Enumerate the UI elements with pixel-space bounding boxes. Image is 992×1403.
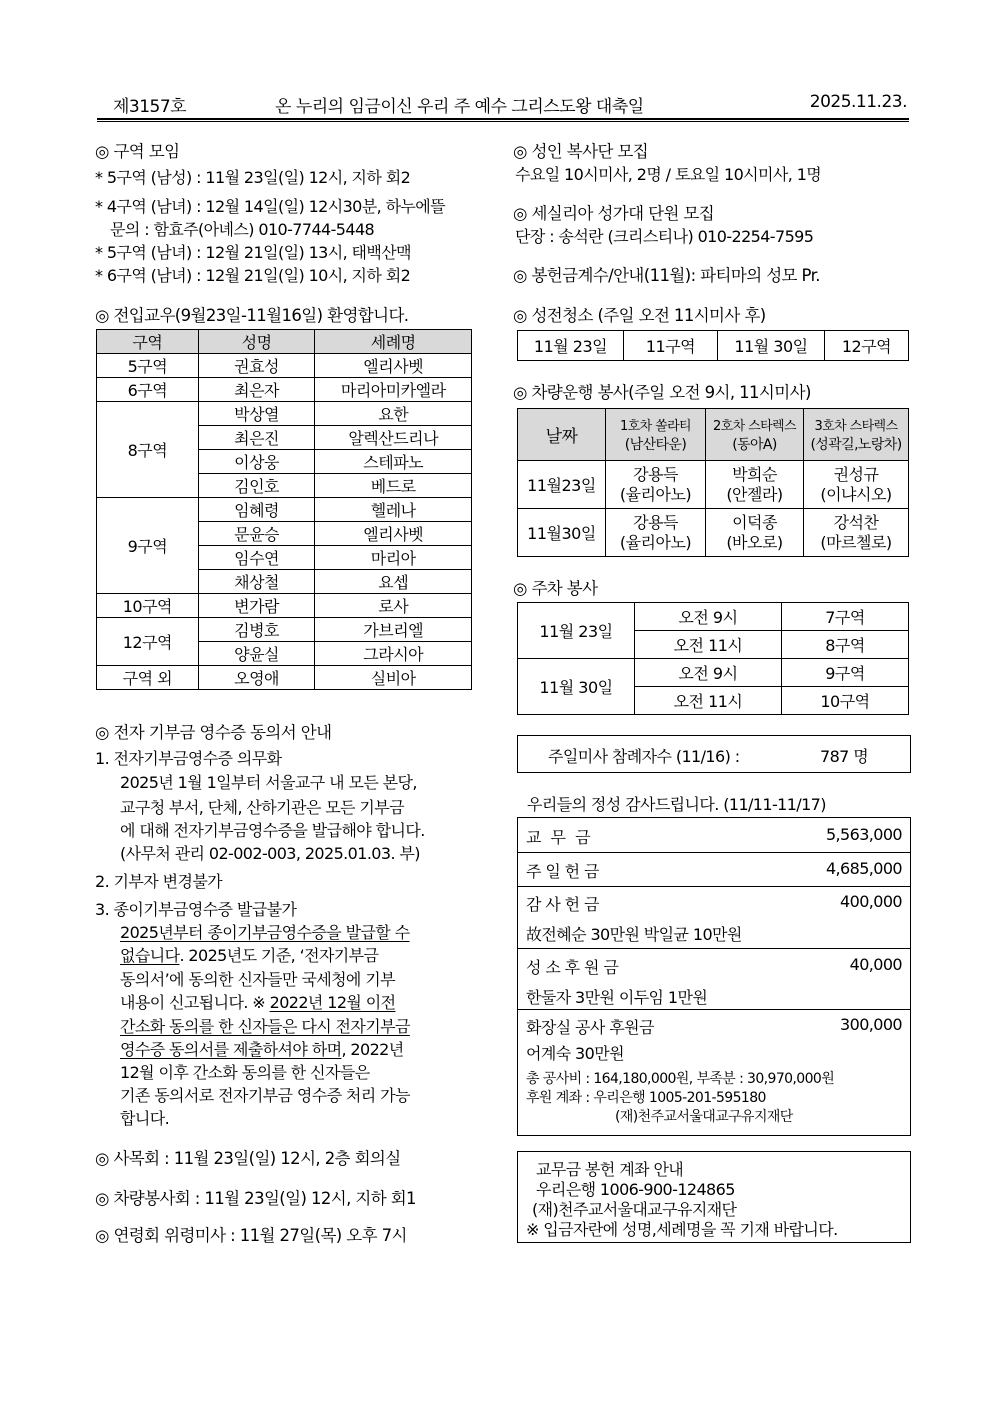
driver-cell bbox=[706, 461, 804, 509]
offering-row bbox=[518, 818, 910, 853]
time-cell: 오전 11시 bbox=[635, 631, 782, 659]
baptismal-name-cell: 로사 bbox=[315, 594, 472, 618]
list-item: * 4구역 (남녀) : 12월 14일(일) 12시30분, 하누에뜰 bbox=[95, 197, 445, 216]
offering-amount: 4,685,000 bbox=[825, 859, 902, 878]
baptismal-name-cell: 헬레나 bbox=[315, 498, 472, 522]
district-cell: 9구역 bbox=[97, 498, 199, 594]
driver-baptismal-name: (율리아노) bbox=[619, 484, 692, 504]
driver-cell bbox=[804, 509, 909, 557]
date-cell: 11월 23일 bbox=[518, 603, 635, 659]
offering-row bbox=[518, 1010, 910, 1135]
text-line: (사무처 관리 02-002-003, 2025.01.03. 부) bbox=[120, 844, 420, 863]
driver-name: 강용득 bbox=[633, 512, 678, 532]
text-line: 2025년부터 종이기부금영수증을 발급할 수 bbox=[120, 923, 410, 942]
driver-baptismal-name: (안젤라) bbox=[726, 484, 783, 504]
name-cell: 김병호 bbox=[198, 618, 315, 642]
time-cell: 오전 11시 bbox=[635, 687, 782, 715]
time-cell: 오전 9시 bbox=[635, 603, 782, 631]
district-cell: 10구역 bbox=[782, 687, 909, 715]
notice-requiem-mass: ◎ 연령회 위령미사 : 11월 27일(목) 오후 7시 bbox=[95, 1226, 407, 1245]
dues-bank-account: 우리은행 1006-900-124865 bbox=[536, 1180, 735, 1199]
baptismal-name-cell: 가브리엘 bbox=[315, 618, 472, 642]
header-line: 2호차 스타렉스 bbox=[713, 419, 796, 434]
cleaning-table bbox=[517, 330, 909, 361]
column-header: 날짜 bbox=[518, 409, 606, 461]
table-cell: 11월 23일 bbox=[518, 331, 624, 361]
list-item: 문의 : 함효주(아녜스) 010-7744-5448 bbox=[110, 220, 375, 239]
item-title: 2. 기부자 변경불가 bbox=[95, 872, 223, 891]
text-line: 에 대해 전자기부금영수증을 발급해야 합니다. bbox=[120, 821, 425, 840]
column-header: 세례명 bbox=[315, 330, 472, 354]
table-row bbox=[518, 509, 909, 557]
table-row bbox=[97, 618, 472, 642]
date-cell: 11월23일 bbox=[518, 461, 606, 509]
section-heading: ◎ 전자 기부금 영수증 동의서 안내 bbox=[95, 723, 332, 742]
date-cell: 11월 30일 bbox=[518, 659, 635, 715]
section-heading: ◎ 세실리아 성가대 단원 모집 bbox=[513, 204, 715, 223]
offering-amount: 40,000 bbox=[849, 955, 902, 974]
name-cell: 최은자 bbox=[198, 378, 315, 402]
bulletin-header bbox=[97, 88, 909, 118]
list-item: * 5구역 (남녀) : 12월 21일(일) 13시, 태백산맥 bbox=[95, 243, 411, 262]
table-row bbox=[97, 498, 472, 522]
offering-label: 감 사 헌 금 bbox=[526, 895, 599, 914]
offering-label: 주 일 헌 금 bbox=[526, 862, 599, 881]
dues-title: 교무금 봉헌 계좌 안내 bbox=[536, 1160, 684, 1179]
name-cell: 박상열 bbox=[198, 402, 315, 426]
driver-name: 이덕종 bbox=[732, 512, 777, 532]
driver-cell bbox=[706, 509, 804, 557]
header-line: (성곽길,노랑차) bbox=[810, 437, 902, 453]
driver-baptismal-name: (율리아노) bbox=[619, 532, 692, 552]
column-header bbox=[804, 409, 909, 461]
baptismal-name-cell: 마리아미카엘라 bbox=[315, 378, 472, 402]
dues-account-box bbox=[517, 1151, 911, 1243]
construction-total: 총 공사비 : 164,180,000원, 부족분 : 30,970,000원 bbox=[526, 1071, 835, 1087]
newcomers-table bbox=[96, 329, 472, 690]
table-row bbox=[518, 659, 909, 687]
attendance-value: 787 명 bbox=[820, 747, 869, 766]
attendance-box bbox=[517, 735, 911, 773]
offering-row bbox=[518, 949, 910, 1010]
text-line bbox=[120, 990, 395, 1013]
driver-cell bbox=[804, 461, 909, 509]
section-heading: ◎ 전입교우(9월23일-11월16일) 환영합니다. bbox=[95, 306, 409, 325]
table-row bbox=[97, 402, 472, 426]
construction-account: 후원 계좌 : 우리은행 1005-201-595180 bbox=[526, 1090, 766, 1106]
offering-row bbox=[518, 853, 910, 887]
table-row bbox=[97, 378, 472, 402]
offerings-heading: 우리들의 정성 감사드립니다. (11/11-11/17) bbox=[527, 795, 826, 814]
district-cell: 12구역 bbox=[97, 618, 199, 666]
baptismal-name-cell: 엘리사벳 bbox=[315, 522, 472, 546]
offering-detail: 어계숙 30만원 bbox=[526, 1044, 624, 1063]
name-cell: 오영애 bbox=[198, 666, 315, 690]
notice-pastoral-council: ◎ 사목회 : 11월 23일(일) 12시, 2층 회의실 bbox=[95, 1149, 401, 1168]
district-cell: 8구역 bbox=[782, 631, 909, 659]
driver-baptismal-name: (이냐시오) bbox=[820, 484, 892, 504]
driver-cell bbox=[606, 509, 706, 557]
table-row bbox=[97, 666, 472, 690]
district-cell: 8구역 bbox=[97, 402, 199, 498]
text-span: . 2025년도 기준, ‘전자기부금 bbox=[179, 946, 379, 965]
header-rule bbox=[97, 118, 909, 122]
baptismal-name-cell: 마리아 bbox=[315, 546, 472, 570]
header-line: (동아A) bbox=[732, 437, 777, 453]
baptismal-name-cell: 엘리사벳 bbox=[315, 354, 472, 378]
section-heading: ◎ 차량운행 봉사(주일 오전 9시, 11시미사) bbox=[513, 383, 811, 402]
offering-row bbox=[518, 887, 910, 949]
offering-detail: 한둘자 3만원 이두임 1만원 bbox=[526, 988, 708, 1007]
baptismal-name-cell: 알렉산드리나 bbox=[315, 426, 472, 450]
driver-baptismal-name: (마르첼로) bbox=[820, 532, 892, 552]
table-row bbox=[97, 594, 472, 618]
section-heading: ◎ 성전청소 (주일 오전 11시미사 후) bbox=[513, 306, 766, 325]
district-cell: 10구역 bbox=[97, 594, 199, 618]
text-line: 수요일 10시미사, 2명 / 토요일 10시미사, 1명 bbox=[515, 165, 822, 184]
dues-note: ※ 입금자란에 성명,세례명을 꼭 기재 바랍니다. bbox=[526, 1220, 838, 1239]
name-cell: 채상철 bbox=[198, 570, 315, 594]
district-cell: 5구역 bbox=[97, 354, 199, 378]
header-line: (남산타운) bbox=[624, 437, 687, 453]
column-header bbox=[606, 409, 706, 461]
name-cell: 임수연 bbox=[198, 546, 315, 570]
baptismal-name-cell: 그라시아 bbox=[315, 642, 472, 666]
text-span: 내용이 신고됩니다. ※ bbox=[120, 993, 270, 1012]
text-line: 단장 : 송석란 (크리스티나) 010-2254-7595 bbox=[515, 227, 814, 246]
text-line: 12월 이후 간소화 동의를 한 신자들은 bbox=[120, 1063, 370, 1082]
offering-amount: 400,000 bbox=[840, 892, 902, 911]
column-header bbox=[706, 409, 804, 461]
driver-name: 강석찬 bbox=[833, 512, 879, 532]
table-row bbox=[518, 461, 909, 509]
driver-cell bbox=[606, 461, 706, 509]
name-cell: 변가람 bbox=[198, 594, 315, 618]
text-line: 기존 동의서로 전자기부금 영수증 처리 가능 bbox=[120, 1086, 410, 1105]
construction-account-holder: (재)천주교서울대교구유지재단 bbox=[615, 1109, 793, 1125]
table-cell: 12구역 bbox=[825, 331, 909, 361]
text-span: , 2022년 bbox=[341, 1040, 404, 1059]
baptismal-name-cell: 베드로 bbox=[315, 474, 472, 498]
baptismal-name-cell: 스테파노 bbox=[315, 450, 472, 474]
text-line: 동의서’에 동의한 신자들만 국세청에 기부 bbox=[120, 970, 395, 989]
underlined-text: 2022년 12월 이전 bbox=[269, 993, 396, 1012]
name-cell: 김인호 bbox=[198, 474, 315, 498]
driver-name: 박희순 bbox=[732, 464, 777, 484]
district-cell: 7구역 bbox=[782, 603, 909, 631]
section-heading: ◎ 구역 모임 bbox=[95, 142, 180, 161]
text-line bbox=[120, 943, 378, 966]
text-line bbox=[120, 1037, 404, 1060]
issue-number: 제3157호 bbox=[113, 97, 187, 117]
column-header: 성명 bbox=[198, 330, 315, 354]
name-cell: 이상웅 bbox=[198, 450, 315, 474]
section-heading: ◎ 성인 복사단 모집 bbox=[513, 142, 649, 161]
shuttle-table bbox=[517, 408, 909, 557]
feast-title: 온 누리의 임금이신 우리 주 예수 그리스도왕 대축일 bbox=[275, 97, 644, 117]
table-cell: 11구역 bbox=[624, 331, 718, 361]
header-line: 1호차 쏠라티 bbox=[620, 419, 691, 434]
name-cell: 문윤승 bbox=[198, 522, 315, 546]
district-cell: 구역 외 bbox=[97, 666, 199, 690]
notice-vehicle-service: ◎ 차량봉사회 : 11월 23일(일) 12시, 지하 회1 bbox=[95, 1189, 416, 1208]
dues-account-holder: (재)천주교서울대교구유지재단 bbox=[532, 1200, 737, 1219]
parking-table bbox=[517, 602, 909, 715]
offering-label: 교 무 금 bbox=[526, 828, 593, 847]
date-cell: 11월30일 bbox=[518, 509, 606, 557]
offerings-table bbox=[517, 817, 911, 1136]
bulletin-date: 2025.11.23. bbox=[809, 92, 907, 112]
offering-label: 화장실 공사 후원금 bbox=[526, 1018, 654, 1037]
underlined-text: 영수증 동의서를 제출하셔야 하며 bbox=[120, 1040, 342, 1059]
name-cell: 권효성 bbox=[198, 354, 315, 378]
text-line: 합니다. bbox=[120, 1109, 170, 1128]
section-heading: ◎ 주차 봉사 bbox=[513, 579, 598, 598]
header-line: 3호차 스타렉스 bbox=[814, 419, 898, 434]
name-cell: 양윤실 bbox=[198, 642, 315, 666]
baptismal-name-cell: 요셉 bbox=[315, 570, 472, 594]
driver-baptismal-name: (바오로) bbox=[726, 532, 783, 552]
offering-detail: 故전혜순 30만원 박일균 10만원 bbox=[526, 925, 742, 944]
underlined-text: 없습니다 bbox=[120, 946, 180, 965]
district-cell: 9구역 bbox=[782, 659, 909, 687]
baptismal-name-cell: 요한 bbox=[315, 402, 472, 426]
district-cell: 6구역 bbox=[97, 378, 199, 402]
text-line: 교구청 부서, 단체, 산하기관은 모든 기부금 bbox=[120, 798, 404, 817]
offering-amount: 300,000 bbox=[840, 1015, 902, 1034]
name-cell: 임혜령 bbox=[198, 498, 315, 522]
offering-amount: 5,563,000 bbox=[825, 825, 902, 844]
column-header: 구역 bbox=[97, 330, 199, 354]
text-line: 간소화 동의를 한 신자들은 다시 전자기부금 bbox=[120, 1017, 410, 1036]
item-title: 1. 전자기부금영수증 의무화 bbox=[95, 749, 282, 768]
time-cell: 오전 9시 bbox=[635, 659, 782, 687]
attendance-label: 주일미사 참례자수 (11/16) : bbox=[548, 747, 740, 766]
driver-name: 권성규 bbox=[833, 464, 879, 484]
section-heading: ◎ 봉헌금계수/안내(11월): 파티마의 성모 Pr. bbox=[513, 266, 820, 285]
table-row bbox=[97, 354, 472, 378]
list-item: * 5구역 (남성) : 11월 23일(일) 12시, 지하 회2 bbox=[95, 168, 411, 187]
driver-name: 강용득 bbox=[633, 464, 678, 484]
table-row bbox=[518, 603, 909, 631]
baptismal-name-cell: 실비아 bbox=[315, 666, 472, 690]
list-item: * 6구역 (남녀) : 12월 21일(일) 10시, 지하 회2 bbox=[95, 266, 411, 285]
item-title: 3. 종이기부금영수증 발급불가 bbox=[95, 900, 297, 919]
offering-label: 성 소 후 원 금 bbox=[526, 958, 619, 977]
text-line: 2025년 1월 1일부터 서울교구 내 모든 본당, bbox=[120, 773, 417, 792]
table-cell: 11월 30일 bbox=[718, 331, 825, 361]
name-cell: 최은진 bbox=[198, 426, 315, 450]
